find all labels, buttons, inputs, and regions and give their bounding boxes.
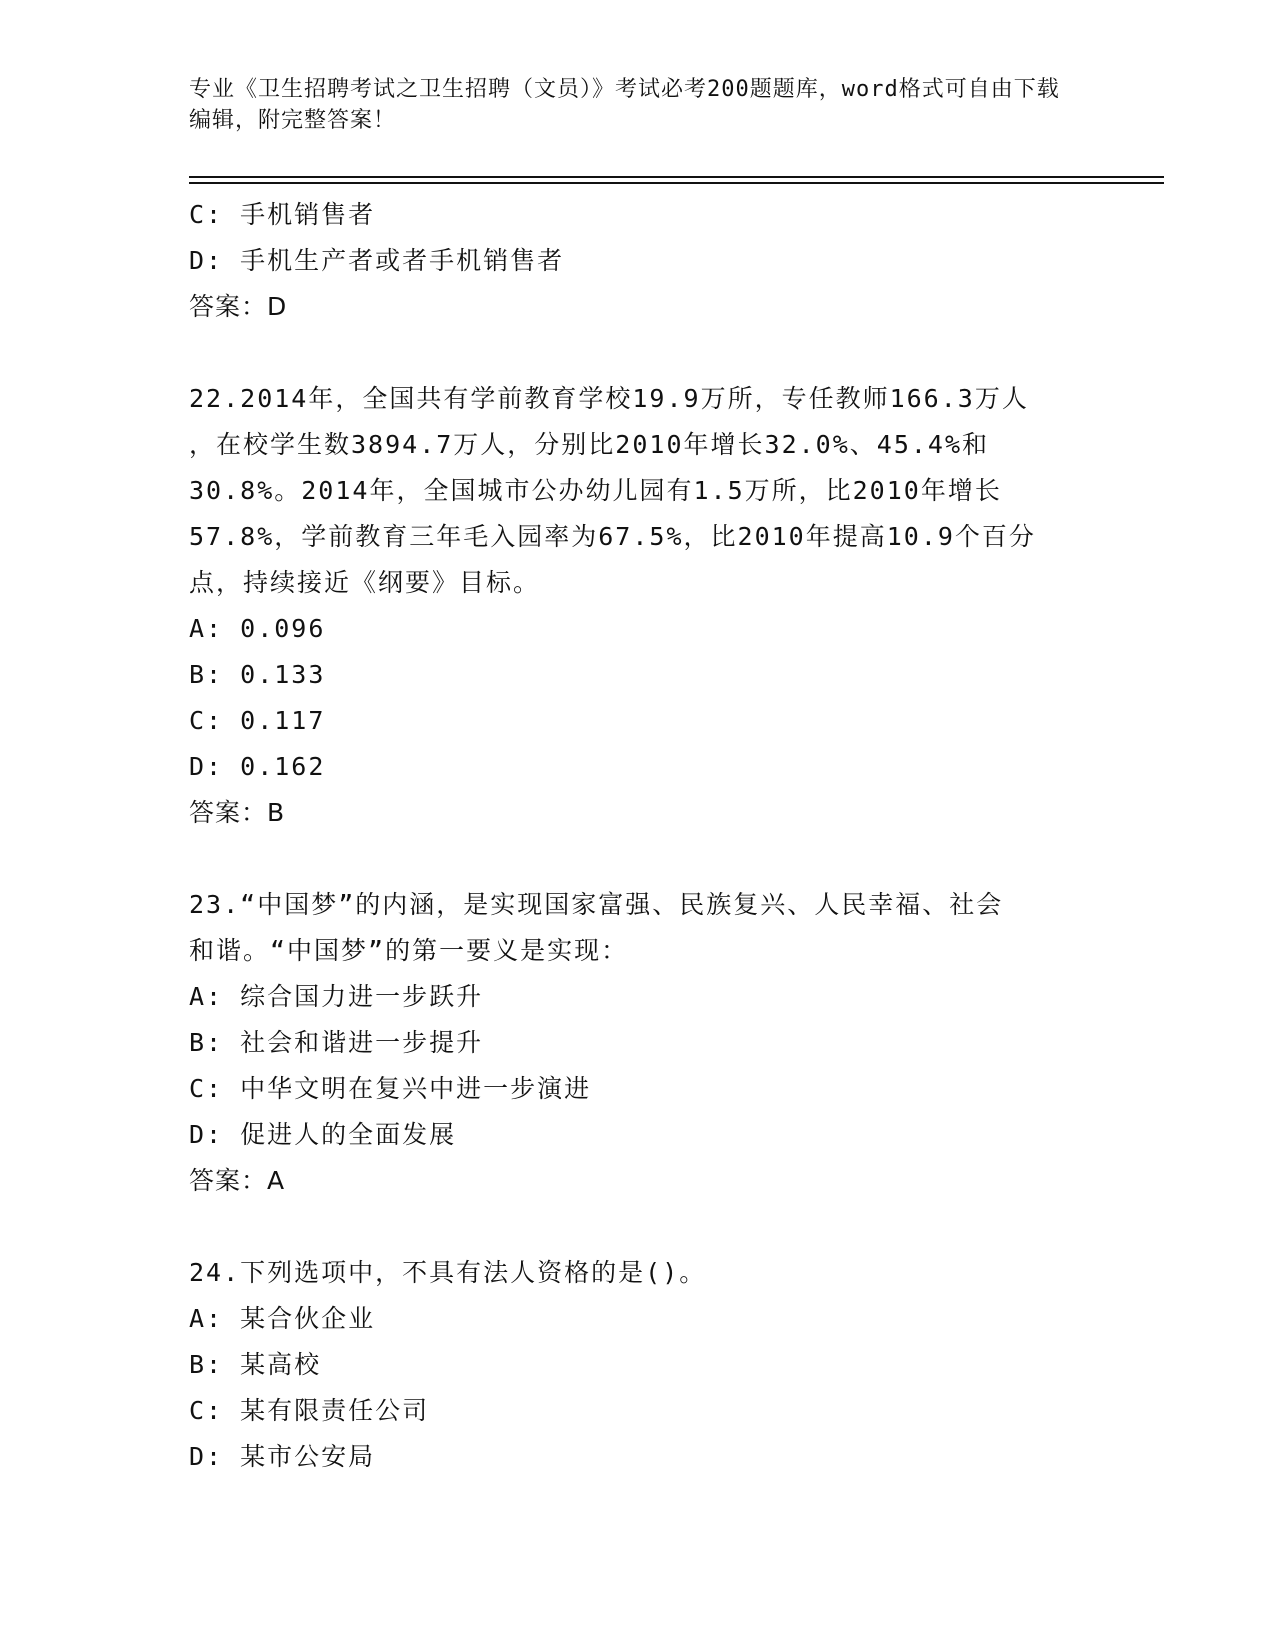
option-d: D: 手机生产者或者手机销售者 [189, 246, 565, 275]
option-c: C: 手机销售者 [189, 200, 376, 229]
spacer [189, 836, 1089, 882]
question-text-line: 30.8%。2014年，全国城市公办幼儿园有1.5万所，比2010年增长 [189, 476, 1002, 505]
spacer [189, 330, 1089, 376]
question-text-line: 24.下列选项中，不具有法人资格的是()。 [189, 1258, 707, 1287]
document-body [189, 192, 1089, 1480]
document-header: 专业《卫生招聘考试之卫生招聘（文员）》考试必考200题题库，word格式可自由下载编辑，附完整答案！ [189, 77, 1060, 133]
header-rule-top [189, 176, 1164, 178]
option-c: C: 中华文明在复兴中进一步演进 [189, 1074, 592, 1103]
question-text-line: 和谐。“中国梦”的第一要义是实现： [189, 936, 629, 965]
option-b: B: 社会和谐进一步提升 [189, 1028, 484, 1057]
option-a: A: 某合伙企业 [189, 1304, 376, 1333]
option-d: D: 0.162 [189, 752, 326, 781]
question-text-line: 57.8%，学前教育三年毛入园率为67.5%，比2010年提高10.9个百分 [189, 522, 1036, 551]
question-text-line: ，在校学生数3894.7万人，分别比2010年增长32.0%、45.4%和 [189, 430, 990, 459]
question-22 [189, 376, 1089, 836]
question-24 [189, 1250, 1089, 1480]
answer-line: 答案：B [189, 798, 286, 827]
option-d: D: 促进人的全面发展 [189, 1120, 457, 1149]
question-text-line: 23.“中国梦”的内涵，是实现国家富强、民族复兴、人民幸福、社会 [189, 890, 1004, 919]
header-rule-bottom [189, 182, 1164, 184]
question-23 [189, 882, 1089, 1204]
option-b: B: 0.133 [189, 660, 326, 689]
question-text-line: 点，持续接近《纲要》目标。 [189, 568, 541, 597]
question-21-tail [189, 192, 1089, 330]
option-b: B: 某高校 [189, 1350, 322, 1379]
option-d: D: 某市公安局 [189, 1442, 376, 1471]
option-a: A: 综合国力进一步跃升 [189, 982, 484, 1011]
option-a: A: 0.096 [189, 614, 326, 643]
question-text-line: 22.2014年，全国共有学前教育学校19.9万所，专任教师166.3万人 [189, 384, 1029, 413]
answer-line: 答案：D [189, 292, 288, 321]
answer-line: 答案：A [189, 1166, 286, 1195]
option-c: C: 0.117 [189, 706, 326, 735]
option-c: C: 某有限责任公司 [189, 1396, 430, 1425]
spacer [189, 1204, 1089, 1250]
